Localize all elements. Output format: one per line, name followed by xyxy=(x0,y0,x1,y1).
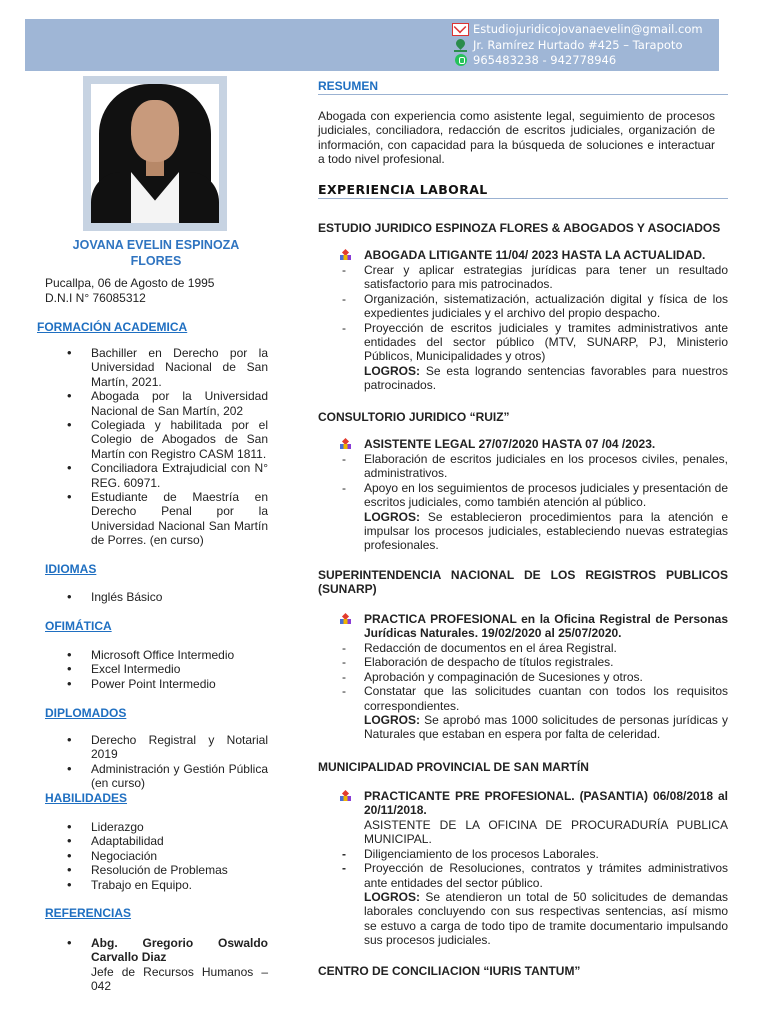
job-role-text: ABOGADA LITIGANTE 11/04/ 2023 HASTA LA ACTUALIDAD. xyxy=(364,248,706,262)
ofimatica-list xyxy=(91,648,268,691)
referencia-role: Jefe de Recursos Humanos – 042 xyxy=(91,964,268,994)
resumen-text: Abogada con experiencia como asistente legal, seguimiento de procesos judiciales, conciliadora, redacción de escritos judiciales, organización de información, con capacidad para la búsqueda de soluciones e interactuar a todo nivel profesional. xyxy=(318,109,715,166)
profile-name xyxy=(45,238,267,269)
formacion-list xyxy=(91,346,268,548)
list-item: • Inglés Básico xyxy=(91,590,268,604)
list-item: - Elaboración de despacho de títulos registrales. xyxy=(364,655,728,669)
job-role-text: PRACTICA PROFESIONAL en la Oficina Registral de Personas Jurídicas Naturales. 19/02/2020 al 25/07/2020. xyxy=(364,612,728,641)
job-subrole: ASISTENTE DE LA OFICINA DE PROCURADURÍA PUBLICA MUNICIPAL. xyxy=(364,818,728,847)
list-item: - Proyección de Resoluciones, contratos y trámites administrativos ante entidades del sector público. xyxy=(364,861,728,890)
job-duties xyxy=(364,263,728,393)
list-item: • Abogada por la Universidad Nacional de San Martín, 202 xyxy=(91,389,268,418)
job-role-text: ASISTENTE LEGAL 27/07/2020 HASTA 07 /04 /2023. xyxy=(364,437,656,451)
list-item xyxy=(91,936,268,994)
contact-email-row xyxy=(452,22,703,38)
list-item: - Redacción de documentos en el área Registral. xyxy=(364,641,728,655)
profile-photo xyxy=(91,84,219,223)
job-role xyxy=(364,248,728,262)
list-item: • Administración y Gestión Pública (en curso) xyxy=(91,762,268,791)
job-org: SUPERINTENDENCIA NACIONAL DE LOS REGISTROS PUBLICOS (SUNARP) xyxy=(318,568,728,597)
list-item: • Colegiada y habilitada por el Colegio de Abogados de San Martín con Registro CASM 1811. xyxy=(91,418,268,461)
job-org: CENTRO DE CONCILIACION “IURIS TANTUM” xyxy=(318,964,581,978)
contact-email[interactable]: Estudiojuridicojovanaevelin@gmail.com xyxy=(473,22,703,36)
job-role xyxy=(364,789,728,818)
role-bullet-icon xyxy=(340,791,351,802)
list-item: - Constatar que las solicitudes cuantan con todos los requisitos correspondientes. xyxy=(364,684,728,713)
list-item: • Liderazgo xyxy=(91,820,268,834)
job-logros xyxy=(364,364,728,393)
list-item: • Bachiller en Derecho por la Universidad Nacional de San Martín, 2021. xyxy=(91,346,268,389)
list-item: - Proyección de escritos judiciales y tramites administrativos ante entidades del sector público (MTV, SUNARP, PJ, Ministerio Públicos, Municipalidades y otros) xyxy=(364,321,728,364)
profile-photo-frame xyxy=(83,76,227,231)
contact-address: Jr. Ramírez Hurtado #425 – Tarapoto xyxy=(473,37,683,52)
job-logros xyxy=(364,713,728,742)
list-item: • Negociación xyxy=(91,849,268,863)
list-item: • Excel Intermedio xyxy=(91,662,268,676)
referencia-name: Abg. Gregorio Oswaldo Carvallo Diaz xyxy=(91,936,268,965)
list-item: • Resolución de Problemas xyxy=(91,863,268,877)
personal-info xyxy=(45,276,214,305)
job-logros xyxy=(364,890,728,948)
profile-name-line1: JOVANA EVELIN ESPINOZA xyxy=(72,238,240,252)
logros-label: LOGROS: xyxy=(364,509,420,524)
habilidades-list xyxy=(91,820,268,892)
logros-label: LOGROS: xyxy=(364,363,420,378)
idiomas-list xyxy=(91,590,268,604)
contact-phones: 965483238 - 942778946 xyxy=(473,53,617,67)
list-item: • Derecho Registral y Notarial 2019 xyxy=(91,733,268,762)
referencias-list xyxy=(91,936,268,994)
logros-text: Se esta logrando sentencias favorables para nuestros patrocinados. xyxy=(364,363,728,393)
contact-phone-row xyxy=(452,53,703,69)
role-bullet-icon xyxy=(340,614,351,625)
section-title-formacion: FORMACIÓN ACADEMICA xyxy=(37,320,188,334)
job-role-text: PRACTICANTE PRE PROFESIONAL. (PASANTIA) 06/08/2018 al 20/11/2018. xyxy=(364,789,728,818)
contact-address-row xyxy=(452,38,703,54)
list-item: - Apoyo en los seguimientos de procesos judiciales y presentación de escritos judiciales, como también atención al público. xyxy=(364,481,728,510)
job-duties xyxy=(364,452,728,553)
list-item: - Organización, sistematización, actualización digital y física de los expedientes judiciales y el archivo del propio despacho. xyxy=(364,292,728,321)
list-item: - Crear y aplicar estrategias jurídicas para tener un resultado satisfactorio para mis patrocinados. xyxy=(364,263,728,292)
section-title-ofimatica: OFIMÁTICA xyxy=(45,619,112,633)
diplomados-list xyxy=(91,733,268,791)
list-item: - Elaboración de escritos judiciales en los procesos civiles, penales, administrativos. xyxy=(364,452,728,481)
whatsapp-icon xyxy=(452,54,469,67)
job-logros xyxy=(364,510,728,553)
section-title-idiomas: IDIOMAS xyxy=(45,562,97,576)
list-item: - Diligenciamiento de los procesos Laborales. xyxy=(364,847,728,861)
logros-label: LOGROS: xyxy=(364,890,420,905)
section-title-resumen xyxy=(318,79,728,95)
dni-info: D.N.I N° 76085312 xyxy=(45,290,146,305)
contact-info xyxy=(452,22,703,69)
section-title-referencias: REFERENCIAS xyxy=(45,906,132,920)
logros-label: LOGROS: xyxy=(364,713,420,728)
job-org: MUNICIPALIDAD PROVINCIAL DE SAN MARTÍN xyxy=(318,760,589,774)
logros-text: Se atendieron un total de 50 solicitudes de demandas laborales concluyendo con sus respectivas sentencias, así mismo se estuvo a carga de todo tipo de tramite documentario impulsando sus procesos judiciales. xyxy=(364,890,728,948)
job-org: ESTUDIO JURIDICO ESPINOZA FLORES & ABOGADOS Y ASOCIADOS xyxy=(318,221,721,235)
resumen-title-text: RESUMEN xyxy=(318,79,379,93)
job-duties xyxy=(364,641,728,742)
job-role xyxy=(364,612,728,641)
list-item: • Estudiante de Maestría en Derecho Penal por la Universidad Nacional San Martín de Porres. (en curso) xyxy=(91,490,268,548)
section-title-diplomados: DIPLOMADOS xyxy=(45,706,127,720)
birth-info: Pucallpa, 06 de Agosto de 1995 xyxy=(45,276,215,290)
list-item: • Microsoft Office Intermedio xyxy=(91,648,268,662)
list-item: • Adaptabilidad xyxy=(91,834,268,848)
profile-name-line2: FLORES xyxy=(130,253,182,268)
logros-text: Se establecieron procedimientos para la atención e impulsar los procesos judiciales, estableciendo nuevas estrategias profesionales. xyxy=(364,509,728,553)
job-role xyxy=(364,437,728,451)
list-item: • Trabajo en Equipo. xyxy=(91,878,268,892)
role-bullet-icon xyxy=(340,439,351,450)
section-title-experiencia xyxy=(318,182,728,199)
job-org: CONSULTORIO JURIDICO “RUIZ” xyxy=(318,410,510,424)
section-title-habilidades: HABILIDADES xyxy=(45,791,128,805)
logros-text: Se aprobó mas 1000 solicitudes de personas jurídicas y Naturales que estaban en espera por falta de celeridad. xyxy=(364,713,728,742)
location-icon xyxy=(452,39,469,52)
job-duties xyxy=(364,818,728,948)
list-item: • Power Point Intermedio xyxy=(91,677,268,691)
experiencia-title-text: EXPERIENCIA LABORAL xyxy=(318,182,488,197)
list-item: - Aprobación y compaginación de Sucesiones y otros. xyxy=(364,670,728,684)
role-bullet-icon xyxy=(340,250,351,261)
list-item: • Conciliadora Extrajudicial con N° REG. 60971. xyxy=(91,461,268,490)
mail-icon xyxy=(452,23,469,36)
